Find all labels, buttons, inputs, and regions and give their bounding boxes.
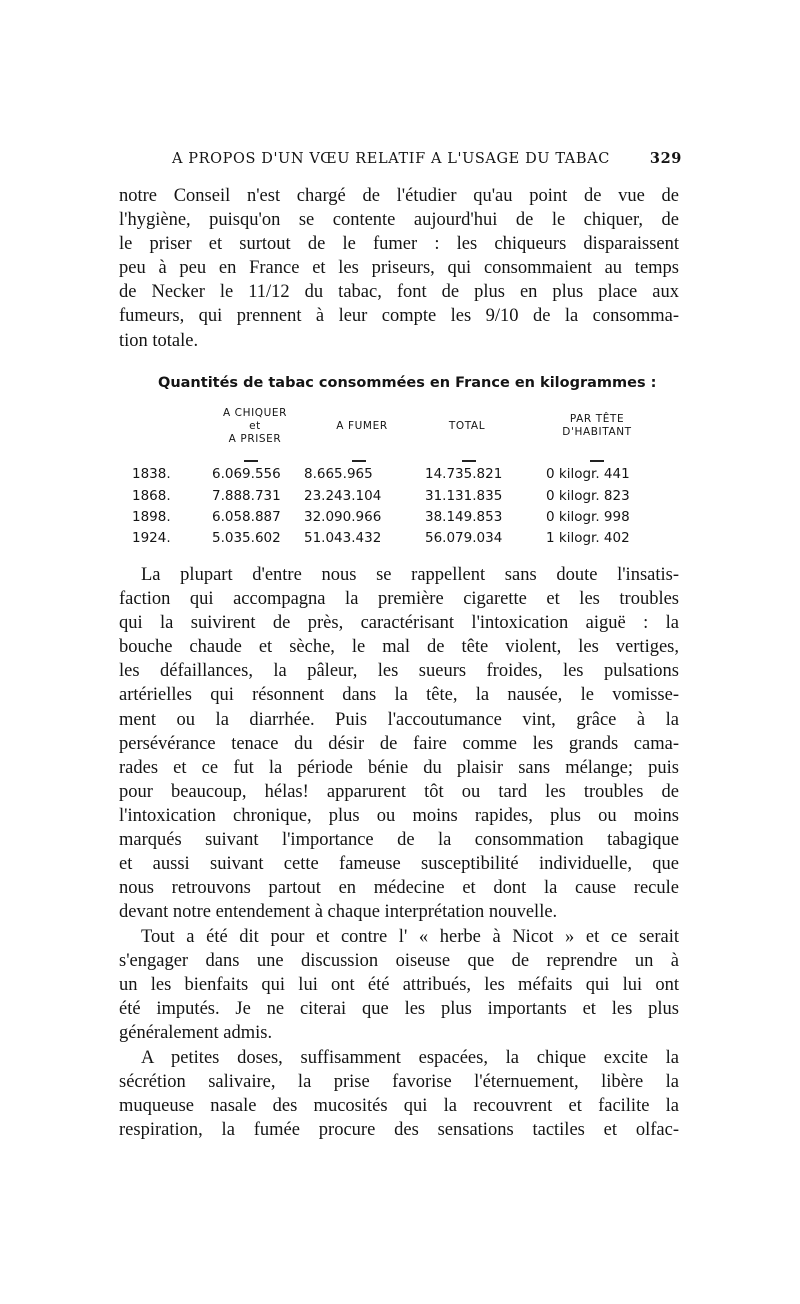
divider <box>462 460 476 462</box>
text-line: pour beaucoup, hélas! apparurent tôt ou tard les troubles de <box>119 781 679 802</box>
running-header <box>172 150 682 167</box>
text-line: l'hygiène, puisqu'on se contente aujourd'hui de le chiquer, de <box>119 210 679 231</box>
text-line: et aussi suivant cette fameuse susceptibilité individuelle, que <box>119 854 679 875</box>
text-line: La plupart d'entre nous se rappellent sans doute l'insatis- <box>141 565 679 585</box>
header-chiquer: A CHIQUER et A PRISER <box>222 407 288 445</box>
text-line: généralement admis. <box>119 1023 273 1044</box>
text-line: nous retrouvons partout en médecine et dont la cause recule <box>119 878 679 899</box>
text-line: respiration, la fumée procure des sensations tactiles et olfac- <box>119 1120 679 1141</box>
divider <box>352 460 366 462</box>
text-line: marqués suivant l'importance de la consommation tabagique <box>119 830 679 851</box>
paragraph-3 <box>119 925 679 1045</box>
text-line: sécrétion salivaire, la prise favorise l'éternuement, libère la <box>119 1072 679 1093</box>
header-total: TOTAL <box>448 420 486 432</box>
page-number: 329 <box>649 150 682 167</box>
header-par-tete: PAR TÊTE D'HABITANT <box>562 413 632 438</box>
text-line: les défaillances, la pâleur, les sueurs froides, les pulsations <box>119 661 679 682</box>
running-title: A PROPOS D'UN VŒU RELATIF A L'USAGE DU TABAC <box>172 151 610 167</box>
divider <box>244 460 258 462</box>
header-fumer: A FUMER <box>336 420 388 432</box>
table-row: 1838. 6.069.556 8.665.965 14.735.821 0 kilogr. 441 <box>132 466 630 482</box>
divider <box>590 460 604 462</box>
text-line: fumeurs, qui prennent à leur compte les 9/10 de la consomma- <box>119 306 679 327</box>
text-line: devant notre entendement à chaque interprétation nouvelle. <box>119 902 558 923</box>
text-line: rades et ce fut la période bénie du plaisir sans mélange; puis <box>119 757 679 778</box>
table-row: 1924. 5.035.602 51.043.432 56.079.034 1 kilogr. 402 <box>132 530 630 546</box>
text-line: peu à peu en France et les priseurs, qui consommaient au temps <box>119 258 679 279</box>
text-line: tion totale. <box>119 330 199 351</box>
table-row: 1898. 6.058.887 32.090.966 38.149.853 0 kilogr. 998 <box>132 509 630 525</box>
consumption-table <box>132 405 677 545</box>
text-line: un les bienfaits qui lui ont été attribués, les méfaits qui lui ont <box>119 975 679 996</box>
text-line: s'engager dans une discussion oiseuse que de reprendre un à <box>119 951 679 972</box>
text-line: bouche chaude et sèche, le mal de tête violent, les vertiges, <box>119 637 679 658</box>
text-line: persévérance tenace du désir de faire comme les grands cama- <box>119 733 679 754</box>
text-line: l'intoxication chronique, plus ou moins rapides, plus ou moins <box>119 805 679 826</box>
table-row: 1868. 7.888.731 23.243.104 31.131.835 0 kilogr. 823 <box>132 488 630 504</box>
text-line: notre Conseil n'est chargé de l'étudier qu'au point de vue de <box>119 186 679 206</box>
text-line: faction qui accompagna la première cigarette et les troubles <box>119 589 679 610</box>
text-line: qui la suivirent de près, caractérisant l'intoxication aiguë : la <box>119 613 679 634</box>
table-caption: Quantités de tabac consommées en France en kilogrammes : <box>158 375 657 391</box>
text-line: muqueuse nasale des mucosités qui la recouvrent et facilite la <box>119 1096 679 1117</box>
paragraph-2 <box>119 563 679 924</box>
text-line: Tout a été dit pour et contre l' « herbe à Nicot » et ce serait <box>141 927 679 947</box>
text-line: été imputés. Je ne citerai que les plus importants et les plus <box>119 999 679 1020</box>
text-line: artérielles qui résonnent dans la tête, la nausée, le vomisse- <box>119 685 679 706</box>
paragraph-4 <box>119 1046 679 1142</box>
text-line: le priser et surtout de le fumer : les chiqueurs disparaissent <box>119 234 679 255</box>
text-line: ment ou la diarrhée. Puis l'accoutumance vint, grâce à la <box>119 709 679 730</box>
text-line: de Necker le 11/12 du tabac, font de plus en plus place aux <box>119 282 679 303</box>
text-line: A petites doses, suffisamment espacées, la chique excite la <box>141 1048 679 1068</box>
paragraph-1 <box>119 184 679 353</box>
